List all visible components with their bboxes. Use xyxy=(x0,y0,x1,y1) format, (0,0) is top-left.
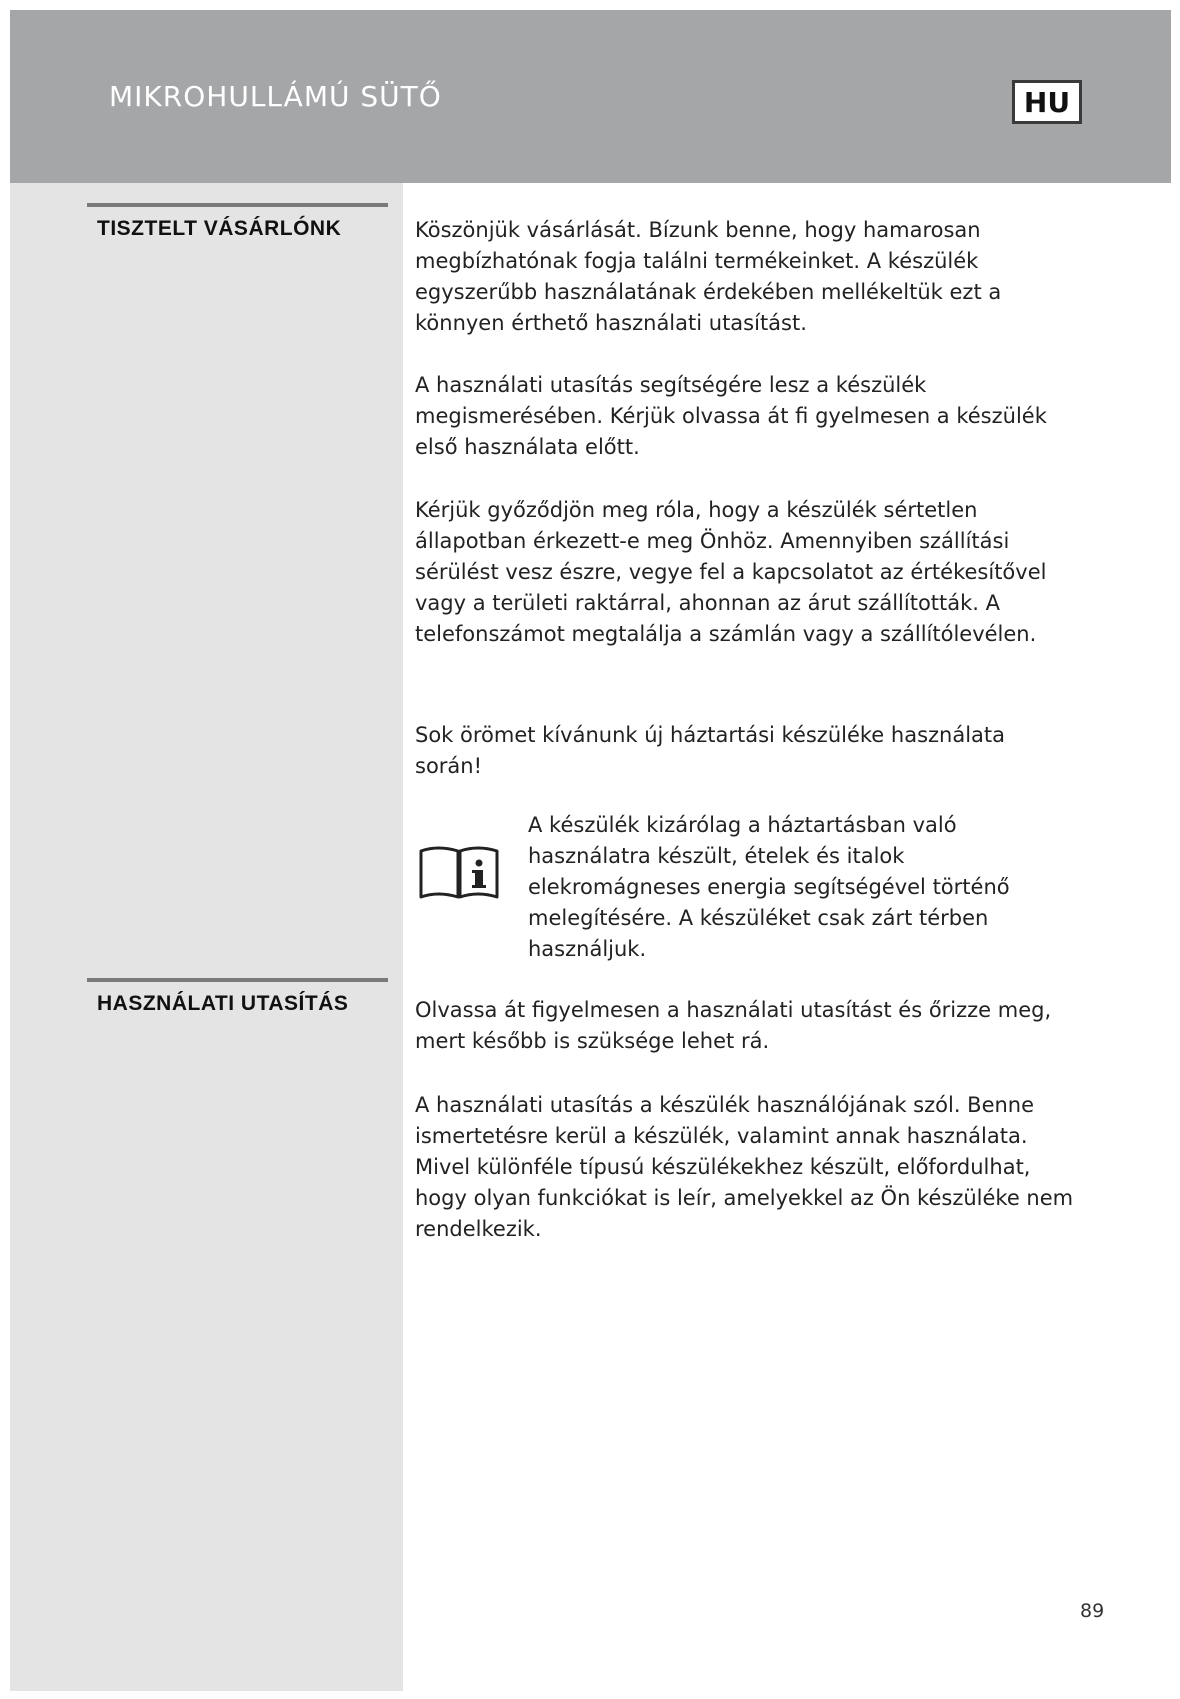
sidebar-column xyxy=(10,183,403,1691)
paragraph-damage-check: Kérjük győződjön meg róla, hogy a készülék sértetlen állapotban érkezett-e meg Önhöz. Amennyiben szállítási sérülést vesz észre, vegye fel a kapcsolatot az értékesítővel vagy a területi raktárral, ahonnan az árut szállították. A telefonszámot megtalálja a számlán vagy a szállítólevélen. xyxy=(415,498,1047,646)
section-label-dear-customer: TISZTELT VÁSÁRLÓNK xyxy=(87,203,388,241)
info-book-icon xyxy=(418,843,500,901)
paragraph-read-carefully: Olvassa át figyelmesen a használati utasítást és őrizze meg, mert később is szüksége lehet rá. xyxy=(415,998,1052,1053)
paragraph-wishes: Sok örömet kívánunk új háztartási készüléke használata során! xyxy=(415,723,1006,778)
section-label-instructions: HASZNÁLATI UTASÍTÁS xyxy=(87,978,388,1016)
page-header xyxy=(10,10,1171,183)
paragraph-manual-help: A használati utasítás segítségére lesz a készülék megismerésében. Kérjük olvassa át fi gyelmesen a készülék első használata előtt. xyxy=(415,373,1047,459)
language-badge: HU xyxy=(1012,80,1082,124)
document-title: MIKROHULLÁMÚ SÜTŐ xyxy=(109,80,442,113)
page-number: 89 xyxy=(1080,1600,1105,1622)
paragraph-thanks: Köszönjük vásárlását. Bízunk benne, hogy hamarosan megbízhatónak fogja találni termékeinket. A készülék egyszerűbb használatának érdekében mellékeltük ezt a könnyen érthető használati utasítást. xyxy=(415,218,1002,335)
paragraph-manual-scope: A használati utasítás a készülék használójának szól. Benne ismertetésre kerül a készülék, valamint annak használata. Mivel különféle típusú készülékekhez készült, előfordulhat, hogy olyan funkciókat is leír, amelyekkel az Ön készüléke nem rendelkezik. xyxy=(415,1093,1074,1241)
info-note: A készülék kizárólag a háztartásban való használatra készült, ételek és italok elekromágneses energia segítségével történő melegítésére. A készüléket csak zárt térben használjuk. xyxy=(528,813,1010,961)
